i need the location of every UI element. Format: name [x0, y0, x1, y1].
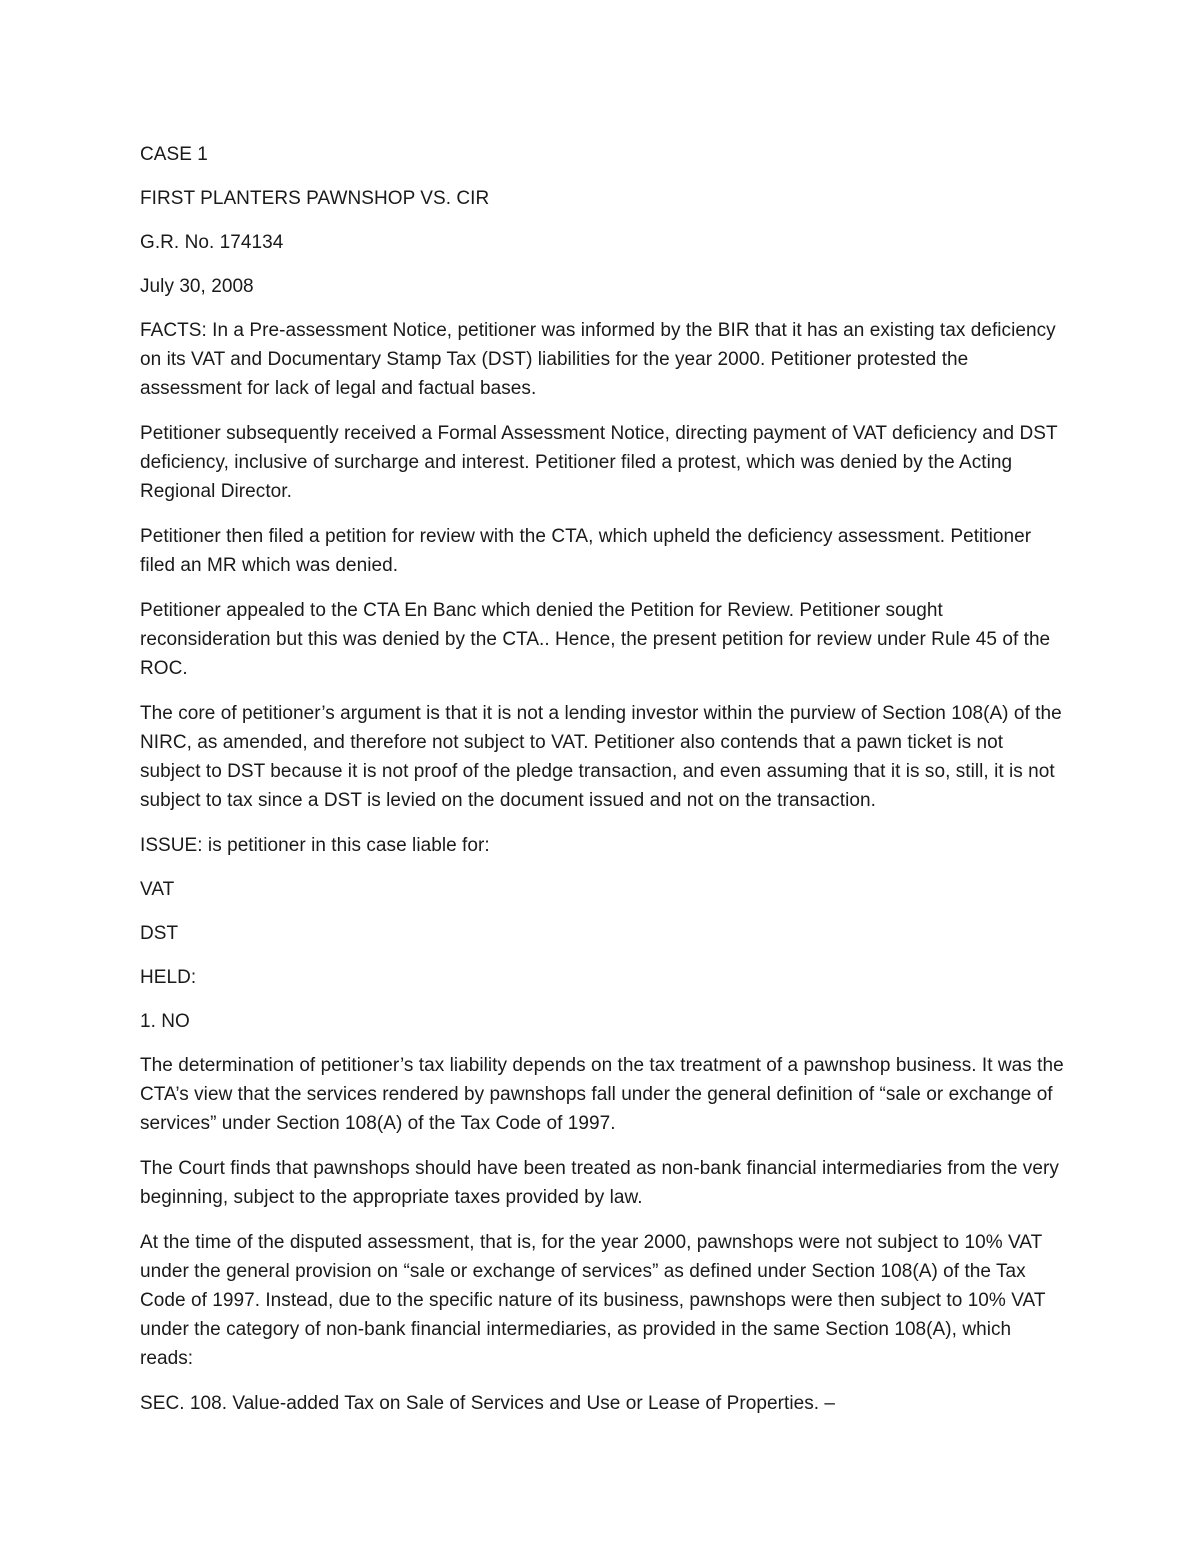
facts-paragraph: FACTS: In a Pre-assessment Notice, petitioner was informed by the BIR that it has an existing tax deficiency on its VAT and Documentary Stamp Tax (DST) liabilities for the year 2000. Petitioner protested the assessment for lack of legal and factual bases.	[140, 320, 1056, 399]
held-paragraph: The determination of petitioner’s tax liability depends on the tax treatment of a pawnshop business. It was the CTA’s view that the services rendered by pawnshops fall under the general definition of “sale or exchange of services” under Section 108(A) of the Tax Code of 1997.	[140, 1055, 1064, 1134]
case-label: CASE 1	[140, 144, 208, 165]
held-label: HELD:	[140, 967, 197, 988]
held-item: 1. NO	[140, 1011, 190, 1032]
case-date: July 30, 2008	[140, 276, 254, 297]
body-paragraph: Petitioner subsequently received a Formal Assessment Notice, directing payment of VAT deficiency and DST deficiency, inclusive of surcharge and interest. Petitioner filed a protest, which was denied by the Acting Regional Director.	[140, 423, 1058, 502]
section-heading: SEC. 108. Value-added Tax on Sale of Services and Use or Lease of Properties. –	[140, 1393, 836, 1414]
issue-item: VAT	[140, 879, 175, 900]
body-paragraph: Petitioner then filed a petition for review with the CTA, which upheld the deficiency assessment. Petitioner filed an MR which was denied.	[140, 526, 1032, 576]
issue-paragraph: ISSUE: is petitioner in this case liable for:	[140, 835, 490, 856]
body-paragraph: Petitioner appealed to the CTA En Banc which denied the Petition for Review. Petitioner sought reconsideration but this was denied by the CTA.. Hence, the present petition for review under Rule 45 of the ROC.	[140, 600, 1051, 679]
document-page	[140, 140, 1065, 1418]
issue-item: DST	[140, 923, 179, 944]
gr-number: G.R. No. 174134	[140, 232, 284, 253]
held-paragraph: The Court finds that pawnshops should have been treated as non-bank financial intermediaries from the very beginning, subject to the appropriate taxes provided by law.	[140, 1158, 1059, 1208]
held-paragraph: At the time of the disputed assessment, that is, for the year 2000, pawnshops were not subject to 10% VAT under the general provision on “sale or exchange of services” as defined under Section 108(A) of the Tax Code of 1997. Instead, due to the specific nature of its business, pawnshops were then subject to 10% VAT under the category of non-bank financial intermediaries, as provided in the same Section 108(A), which reads:	[140, 1232, 1046, 1369]
body-paragraph: The core of petitioner’s argument is that it is not a lending investor within the purview of Section 108(A) of the NIRC, as amended, and therefore not subject to VAT. Petitioner also contends that a pawn ticket is not subject to DST because it is not proof of the pledge transaction, and even assuming that it is so, still, it is not subject to tax since a DST is levied on the document issued and not on the transaction.	[140, 703, 1062, 811]
case-title: FIRST PLANTERS PAWNSHOP VS. CIR	[140, 188, 490, 209]
